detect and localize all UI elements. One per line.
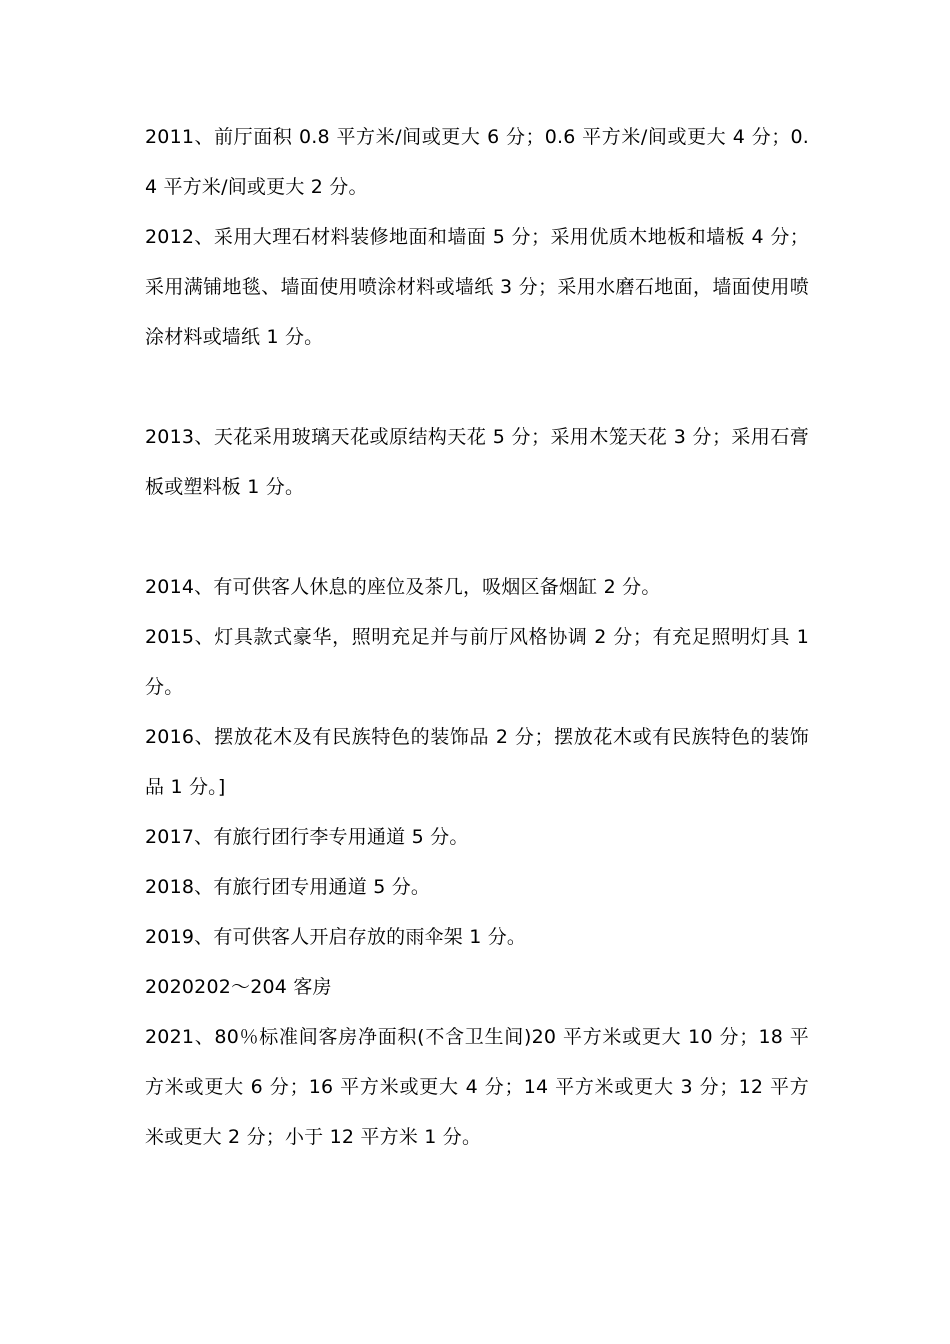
paragraph-2015: 2015、灯具款式豪华，照明充足并与前厅风格协调 2 分；有充足照明灯具 1 分。: [145, 626, 809, 698]
paragraph-2014: 2014、有可供客人休息的座位及茶几，吸烟区备烟缸 2 分。: [145, 576, 661, 598]
paragraph-2021: 2021、80％标准间客房净面积(不含卫生间)20 平方米或更大 10 分；18 平方米或更大 6 分；16 平方米或更大 4 分；14 平方米或更大 3 分；12 平方米或更大 2 分；小于 12 平方米 1 分。: [145, 1026, 809, 1148]
section-heading-rooms: 2020202～204 客房: [145, 976, 332, 998]
paragraph-2018: 2018、有旅行团专用通道 5 分。: [145, 876, 431, 898]
paragraph-2019: 2019、有可供客人开启存放的雨伞架 1 分。: [145, 926, 527, 948]
document-body: [145, 112, 809, 1162]
paragraph-2017: 2017、有旅行团行李专用通道 5 分。: [145, 826, 469, 848]
blank-line: [145, 512, 809, 562]
blank-line: [145, 362, 809, 412]
paragraph-2016: 2016、摆放花木及有民族特色的装饰品 2 分；摆放花木或有民族特色的装饰品 1 分。]: [145, 726, 809, 798]
paragraph-2012: 2012、采用大理石材料装修地面和墙面 5 分；采用优质木地板和墙板 4 分；采用满铺地毯、墙面使用喷涂材料或墙纸 3 分；采用水磨石地面，墙面使用喷涂材料或墙纸 1 分。: [145, 226, 809, 348]
paragraph-2011: 2011、前厅面积 0.8 平方米/间或更大 6 分；0.6 平方米/间或更大 4 分；0.4 平方米/间或更大 2 分。: [145, 126, 809, 198]
paragraph-2013: 2013、天花采用玻璃天花或原结构天花 5 分；采用木笼天花 3 分；采用石膏板或塑料板 1 分。: [145, 426, 809, 498]
